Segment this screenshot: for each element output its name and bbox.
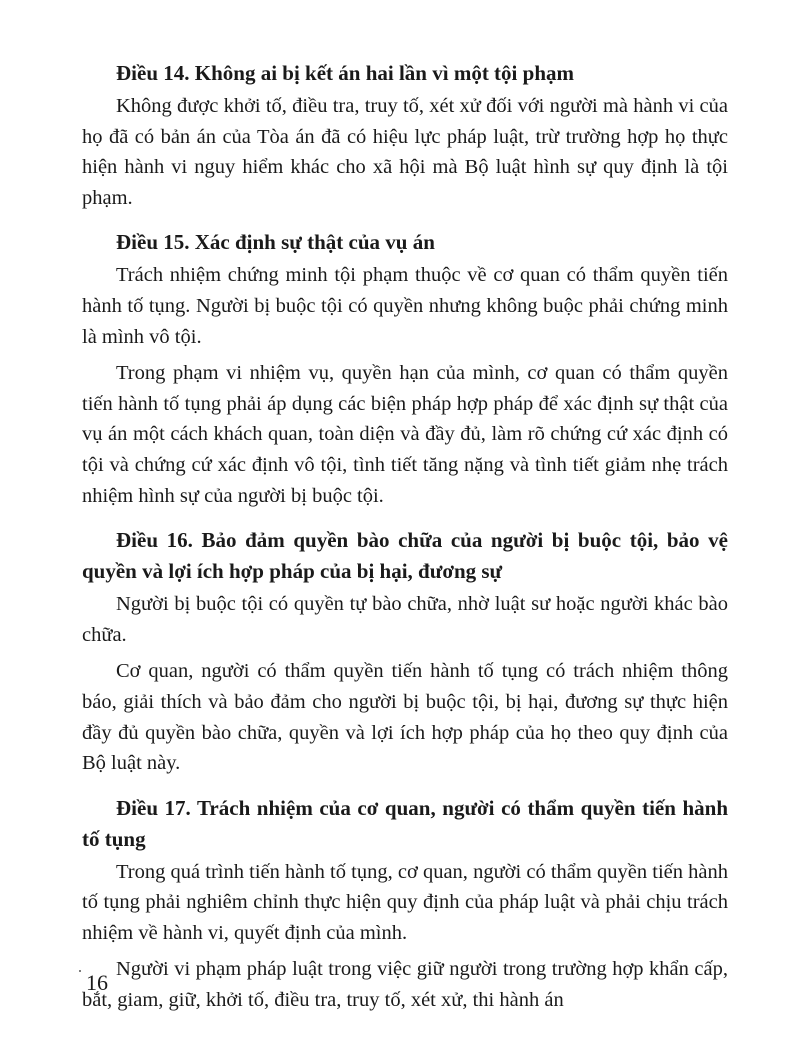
article-16	[82, 525, 728, 779]
article-15	[82, 227, 728, 511]
print-speck	[79, 970, 81, 972]
article-paragraph: Trách nhiệm chứng minh tội phạm thuộc về cơ quan có thẩm quyền tiến hành tố tụng. Người bị buộc tội có quyền nhưng không buộc phải chứng minh là mình vô tội.	[82, 264, 728, 348]
document-page	[82, 58, 728, 1030]
article-paragraph: Người bị buộc tội có quyền tự bào chữa, nhờ luật sư hoặc người khác bào chữa.	[82, 593, 728, 646]
page-number: 16	[86, 970, 108, 995]
article-heading: Điều 17. Trách nhiệm của cơ quan, người có thẩm quyền tiến hành tố tụng	[82, 795, 728, 851]
article-paragraph: Cơ quan, người có thẩm quyền tiến hành tố tụng có trách nhiệm thông báo, giải thích và bảo đảm cho người bị buộc tội, bị hại, đương sự thực hiện đầy đủ quyền bào chữa, quyền và lợi ích hợp pháp của họ theo quy định của Bộ luật này.	[82, 660, 728, 775]
article-heading: Điều 16. Bảo đảm quyền bào chữa của người bị buộc tội, bảo vệ quyền và lợi ích hợp pháp của bị hại, đương sự	[82, 528, 728, 584]
article-paragraph: Không được khởi tố, điều tra, truy tố, xét xử đối với người mà hành vi của họ đã có bản án của Tòa án đã có hiệu lực pháp luật, trừ trường hợp họ thực hiện hành vi nguy hiểm khác cho xã hội mà Bộ luật hình sự quy định là tội phạm.	[82, 95, 728, 209]
article-paragraph: Trong phạm vi nhiệm vụ, quyền hạn của mình, cơ quan có thẩm quyền tiến hành tố tụng phải áp dụng các biện pháp hợp pháp để xác định sự thật của vụ án một cách khách quan, toàn diện và đầy đủ, làm rõ chứng cứ xác định có tội và chứng cứ xác định vô tội, tình tiết tăng nặng và tình tiết giảm nhẹ trách nhiệm hình sự của người bị buộc tội.	[82, 362, 728, 507]
article-paragraph: Trong quá trình tiến hành tố tụng, cơ quan, người có thẩm quyền tiến hành tố tụng phải nghiêm chỉnh thực hiện quy định của pháp luật và phải chịu trách nhiệm về hành vi, quyết định của mình.	[82, 860, 728, 944]
article-heading: Điều 14. Không ai bị kết án hai lần vì một tội phạm	[116, 61, 574, 85]
article-17	[82, 793, 728, 1016]
article-paragraph: Người vi phạm pháp luật trong việc giữ người trong trường hợp khẩn cấp, bắt, giam, giữ, khởi tố, điều tra, truy tố, xét xử, thi hành án	[82, 958, 728, 1012]
article-14	[82, 58, 728, 213]
article-heading: Điều 15. Xác định sự thật của vụ án	[116, 230, 435, 255]
